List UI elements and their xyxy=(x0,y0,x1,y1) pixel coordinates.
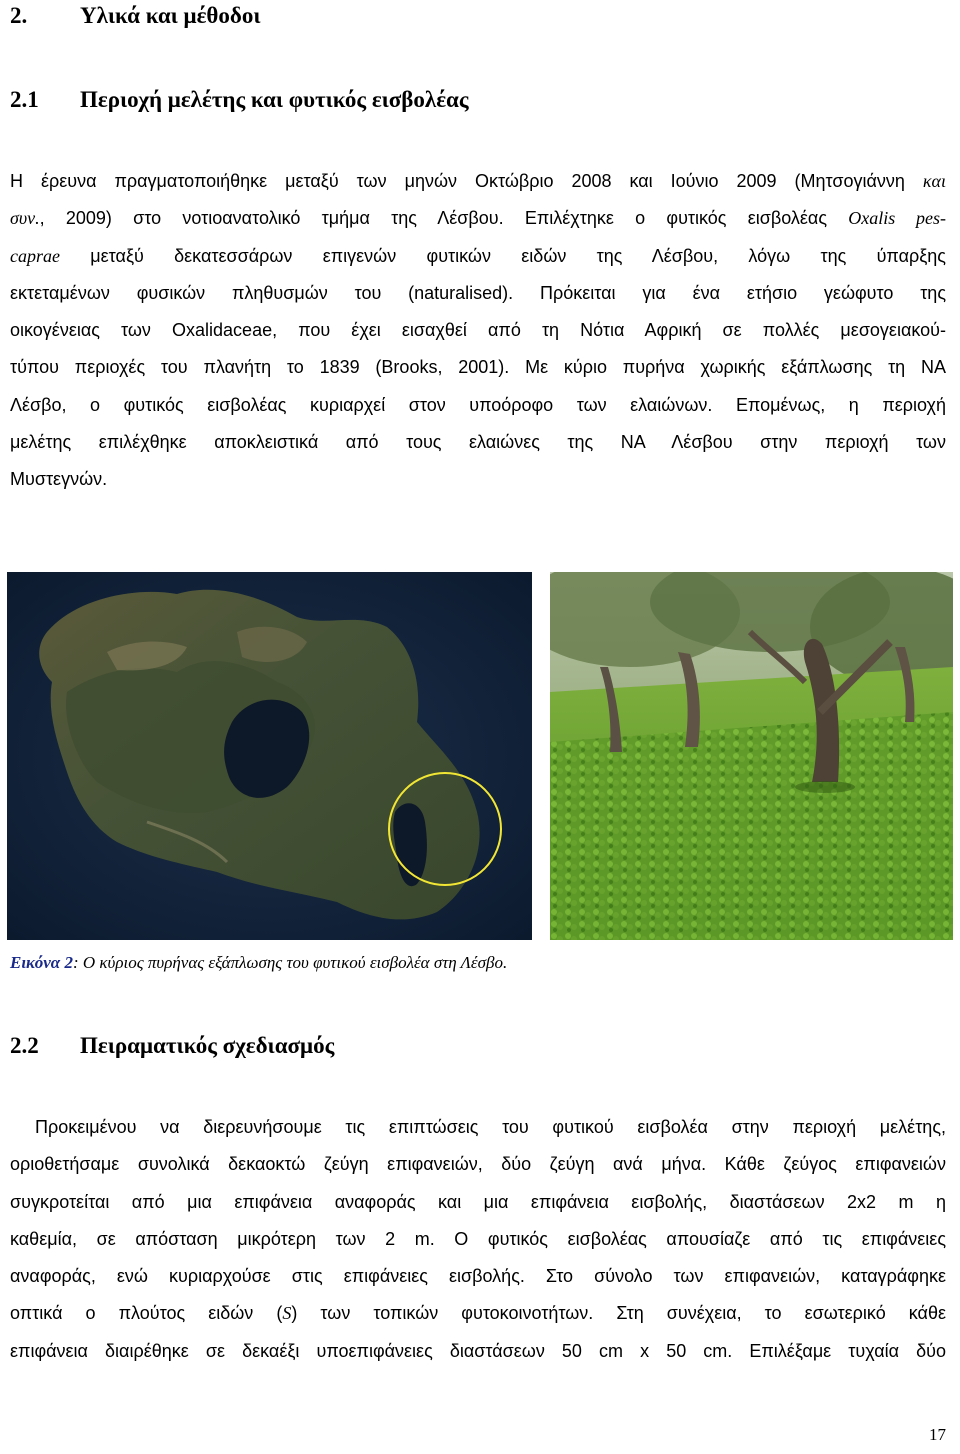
subsection-number: 2.1 xyxy=(10,87,39,112)
text-line: αναφοράς, ενώ κυριαρχούσε στις επιφάνειες εισβολής. Στο σύνολο των επιφανειών, καταγράφηκε xyxy=(10,1266,946,1287)
olive-grove-photo xyxy=(550,572,953,940)
section-number: 2. xyxy=(10,3,28,28)
page-number: 17 xyxy=(929,1425,946,1444)
text-line: οριοθετήσαμε συνολικά δεκαοκτώ ζεύγη επιφανειών, δύο ζεύγη ανά μήνα. Κάθε ζεύγος επιφανειών xyxy=(10,1154,946,1175)
text-line: Λέσβο, ο φυτικός εισβολέας κυριαρχεί στον υποόροφο των ελαιώνων. Επομένως, η περιοχή xyxy=(10,394,946,415)
section-heading xyxy=(10,2,261,30)
species-name: Oxalis pes- xyxy=(848,208,946,229)
text-line: Η έρευνα πραγματοποιήθηκε μεταξύ των μηνών Οκτώβριο 2008 και Ιούνιο 2009 (Μητσογιάννη και xyxy=(10,171,946,191)
text-line: Προκειμένου να διερευνήσουμε τις επιπτώσεις του φυτικού εισβολέα στην περιοχή μελέτης, xyxy=(35,1117,946,1137)
subsection-heading-2-2 xyxy=(10,1032,334,1060)
text-line: καθεμία, σε απόσταση μικρότερη των 2 m. Ο φυτικός εισβολέας απουσίαζε από τις επιφάνειες xyxy=(10,1228,946,1249)
subsection-title: Πειραματικός σχεδιασμός xyxy=(80,1033,335,1058)
section-title: Υλικά και μέθοδοι xyxy=(80,3,261,28)
species-richness-symbol: S xyxy=(282,1303,292,1324)
text-line: caprae μεταξύ δεκατεσσάρων επιγενών φυτικών ειδών της Λέσβου, λόγω της ύπαρξης xyxy=(10,245,946,266)
subsection-title: Περιοχή μελέτης και φυτικός εισβολέας xyxy=(80,87,469,112)
text-line: συγκροτείται από μια επιφάνεια αναφοράς και μια επιφάνεια εισβολής, διαστάσεων 2x2 m η xyxy=(10,1191,946,1212)
text-line: Μυστεγνών. xyxy=(10,469,108,490)
text-line: οικογένειας των Oxalidaceae, που έχει εισαχθεί από τη Νότια Αφρική σε πολλές μεσογειακού- xyxy=(10,320,946,341)
subsection-heading-2-1 xyxy=(10,86,469,114)
text-line: εκτεταμένων φυσικών πληθυσμών του (naturalised). Πρόκειται για ένα ετήσιο γεώφυτο της xyxy=(10,282,946,303)
text-line: συν., 2009) στο νοτιοανατολικό τμήμα της Λέσβου. Επιλέχτηκε ο φυτικός εισβολέας Oxalis pes- xyxy=(10,208,946,229)
figure-caption-text: : Ο κύριος πυρήνας εξάπλωσης του φυτικού εισβολέα στη Λέσβο. xyxy=(72,953,508,972)
paragraph-study-area xyxy=(10,163,946,499)
text-line: μελέτης επιλέχθηκε αποκλειστικά από τους ελαιώνες της ΝΑ Λέσβου στην περιοχή των xyxy=(10,432,946,453)
figure-caption xyxy=(10,951,507,975)
figure-label: Εικόνα 2 xyxy=(10,953,73,972)
paragraph-experimental-design xyxy=(10,1109,946,1370)
subsection-number: 2.2 xyxy=(10,1033,39,1058)
species-name: caprae xyxy=(10,245,60,266)
text-line: οπτικά ο πλούτος ειδών (S) των τοπικών φυτοκοινοτήτων. Στη συνέχεια, το εσωτερικό κάθε xyxy=(10,1303,946,1324)
satellite-map-image xyxy=(7,572,532,940)
text-line: τύπου περιοχές του πλανήτη το 1839 (Brooks, 2001). Με κύριο πυρήνα χωρικής εξάπλωσης τη ΝΑ xyxy=(10,357,946,378)
text-line: επιφάνεια διαιρέθηκε σε δεκαέξι υποεπιφάνειες διαστάσεων 50 cm x 50 cm. Επιλέξαμε τυχαία δύο xyxy=(10,1340,946,1361)
